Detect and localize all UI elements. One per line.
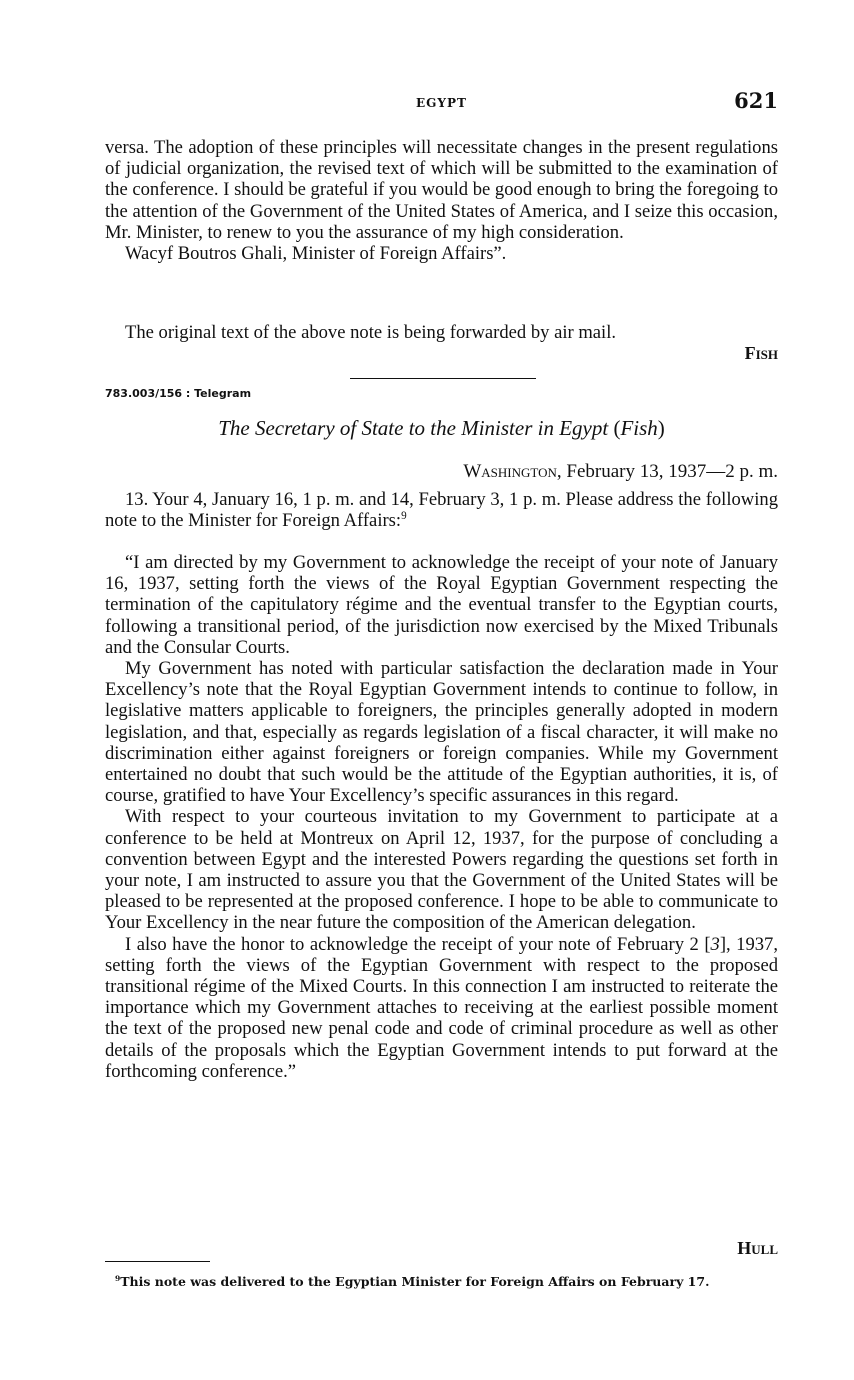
air-mail-note: The original text of the above note is being forwarded by air mail. (125, 322, 617, 343)
signature-hull: Hull (737, 1238, 778, 1258)
continuation-paragraph: versa. The adoption of these principles will necessitate changes in the present regulations of judicial organization, the revised text of which will be submitted to the examination of the conference. I should be grateful if you would be good enough to bring the foregoing to the attention of the Government of the United States of America, and I seize this occasion, Mr. Minister, to renew to you the assurance of my high consideration. (105, 137, 778, 243)
running-title: EGYPT (416, 96, 467, 110)
note-paragraph-4-bracket: 3 (710, 933, 720, 955)
signature-fish: Fish (744, 343, 778, 364)
heading-recipient-name: Fish (620, 416, 658, 440)
intro-paragraph (105, 489, 778, 531)
dateline-date: , February 13, 1937—2 p. m. (556, 461, 778, 482)
note-paragraph-2: My Government has noted with particular satisfaction the declaration made in Your Excellency’s note that the Royal Egyptian Government intends to continue to follow, in legislative matters applicable to foreigners, the principles generally adopted in modern legislation, and that, especially as regards legislation of a fiscal character, it will make no discrimination either against foreigners or foreign companies. While my Government entertained no doubt that such would be the attitude of the Egyptian authorities, it is, of course, gratified to have Your Excellency’s specific assurances in this regard. (105, 658, 778, 807)
document-page (105, 0, 778, 1380)
footnote-marker: 9 (115, 1273, 121, 1283)
note-paragraph-3: With respect to your courteous invitation to my Government to participate at a conference to be held at Montreux on April 12, 1937, for the purpose of concluding a convention between Egypt and the interested Powers regarding the questions set forth in your note, I am instructed to assure you that the Government of the United States will be pleased to be represented at the proposed conference. I hope to be able to communicate to Your Excellency in the near future the composition of the American delegation. (105, 806, 778, 934)
note-paragraph-4-start: I also have the honor to acknowledge the receipt of your note of February 2 [ (125, 933, 711, 955)
note-paragraph-1: “I am directed by my Government to acknowledge the receipt of your note of January 16, 1937, setting forth the views of the Royal Egyptian Government respecting the termination of the capitulatory régime and the eventual transfer to the Egyptian courts, following a transitional period, of the jurisdiction now exercised by the Mixed Tribunals and the Consular Courts. (105, 552, 778, 658)
page-header (105, 88, 778, 118)
heading-paren-open: ( (608, 416, 621, 440)
note-signatory: Wacyf Boutros Ghali, Minister of Foreign Affairs”. (125, 243, 507, 265)
document-heading (105, 416, 778, 441)
footnote (105, 1273, 771, 1290)
footnote-reference: 9 (401, 510, 407, 523)
footnote-text: This note was delivered to the Egyptian Minister for Foreign Affairs on February 17. (120, 1274, 710, 1289)
dateline (105, 461, 778, 483)
previous-document-continuation (105, 137, 778, 264)
heading-paren-close: ) (657, 416, 665, 440)
previous-document-closing (105, 322, 778, 364)
heading-title: The Secretary of State to the Minister in Egypt (218, 416, 609, 440)
telegram-note-body (105, 552, 778, 1082)
dateline-place: Washington (463, 461, 557, 482)
note-paragraph-4-end: ], 1937, setting forth the views of the Egyptian Government with respect to the proposed transitional régime of the Mixed Courts. In this connection I am instructed to reiterate the importance which my Government attaches to receiving at the earliest possible moment the text of the proposed new penal code and code of criminal procedure as well as other details of the proposals which the Egyptian Government intends to put forward at the forthcoming conference.” (105, 933, 778, 1082)
telegram-intro (105, 489, 778, 531)
footnote-rule (105, 1261, 210, 1262)
file-reference: 783.003/156 : Telegram (105, 387, 252, 400)
intro-text: 13. Your 4, January 16, 1 p. m. and 14, February 3, 1 p. m. Please address the following note to the Minister for Foreign Affairs: (105, 489, 778, 532)
note-paragraph-4 (105, 934, 778, 1082)
page-number: 621 (734, 88, 778, 113)
section-divider (350, 378, 536, 379)
